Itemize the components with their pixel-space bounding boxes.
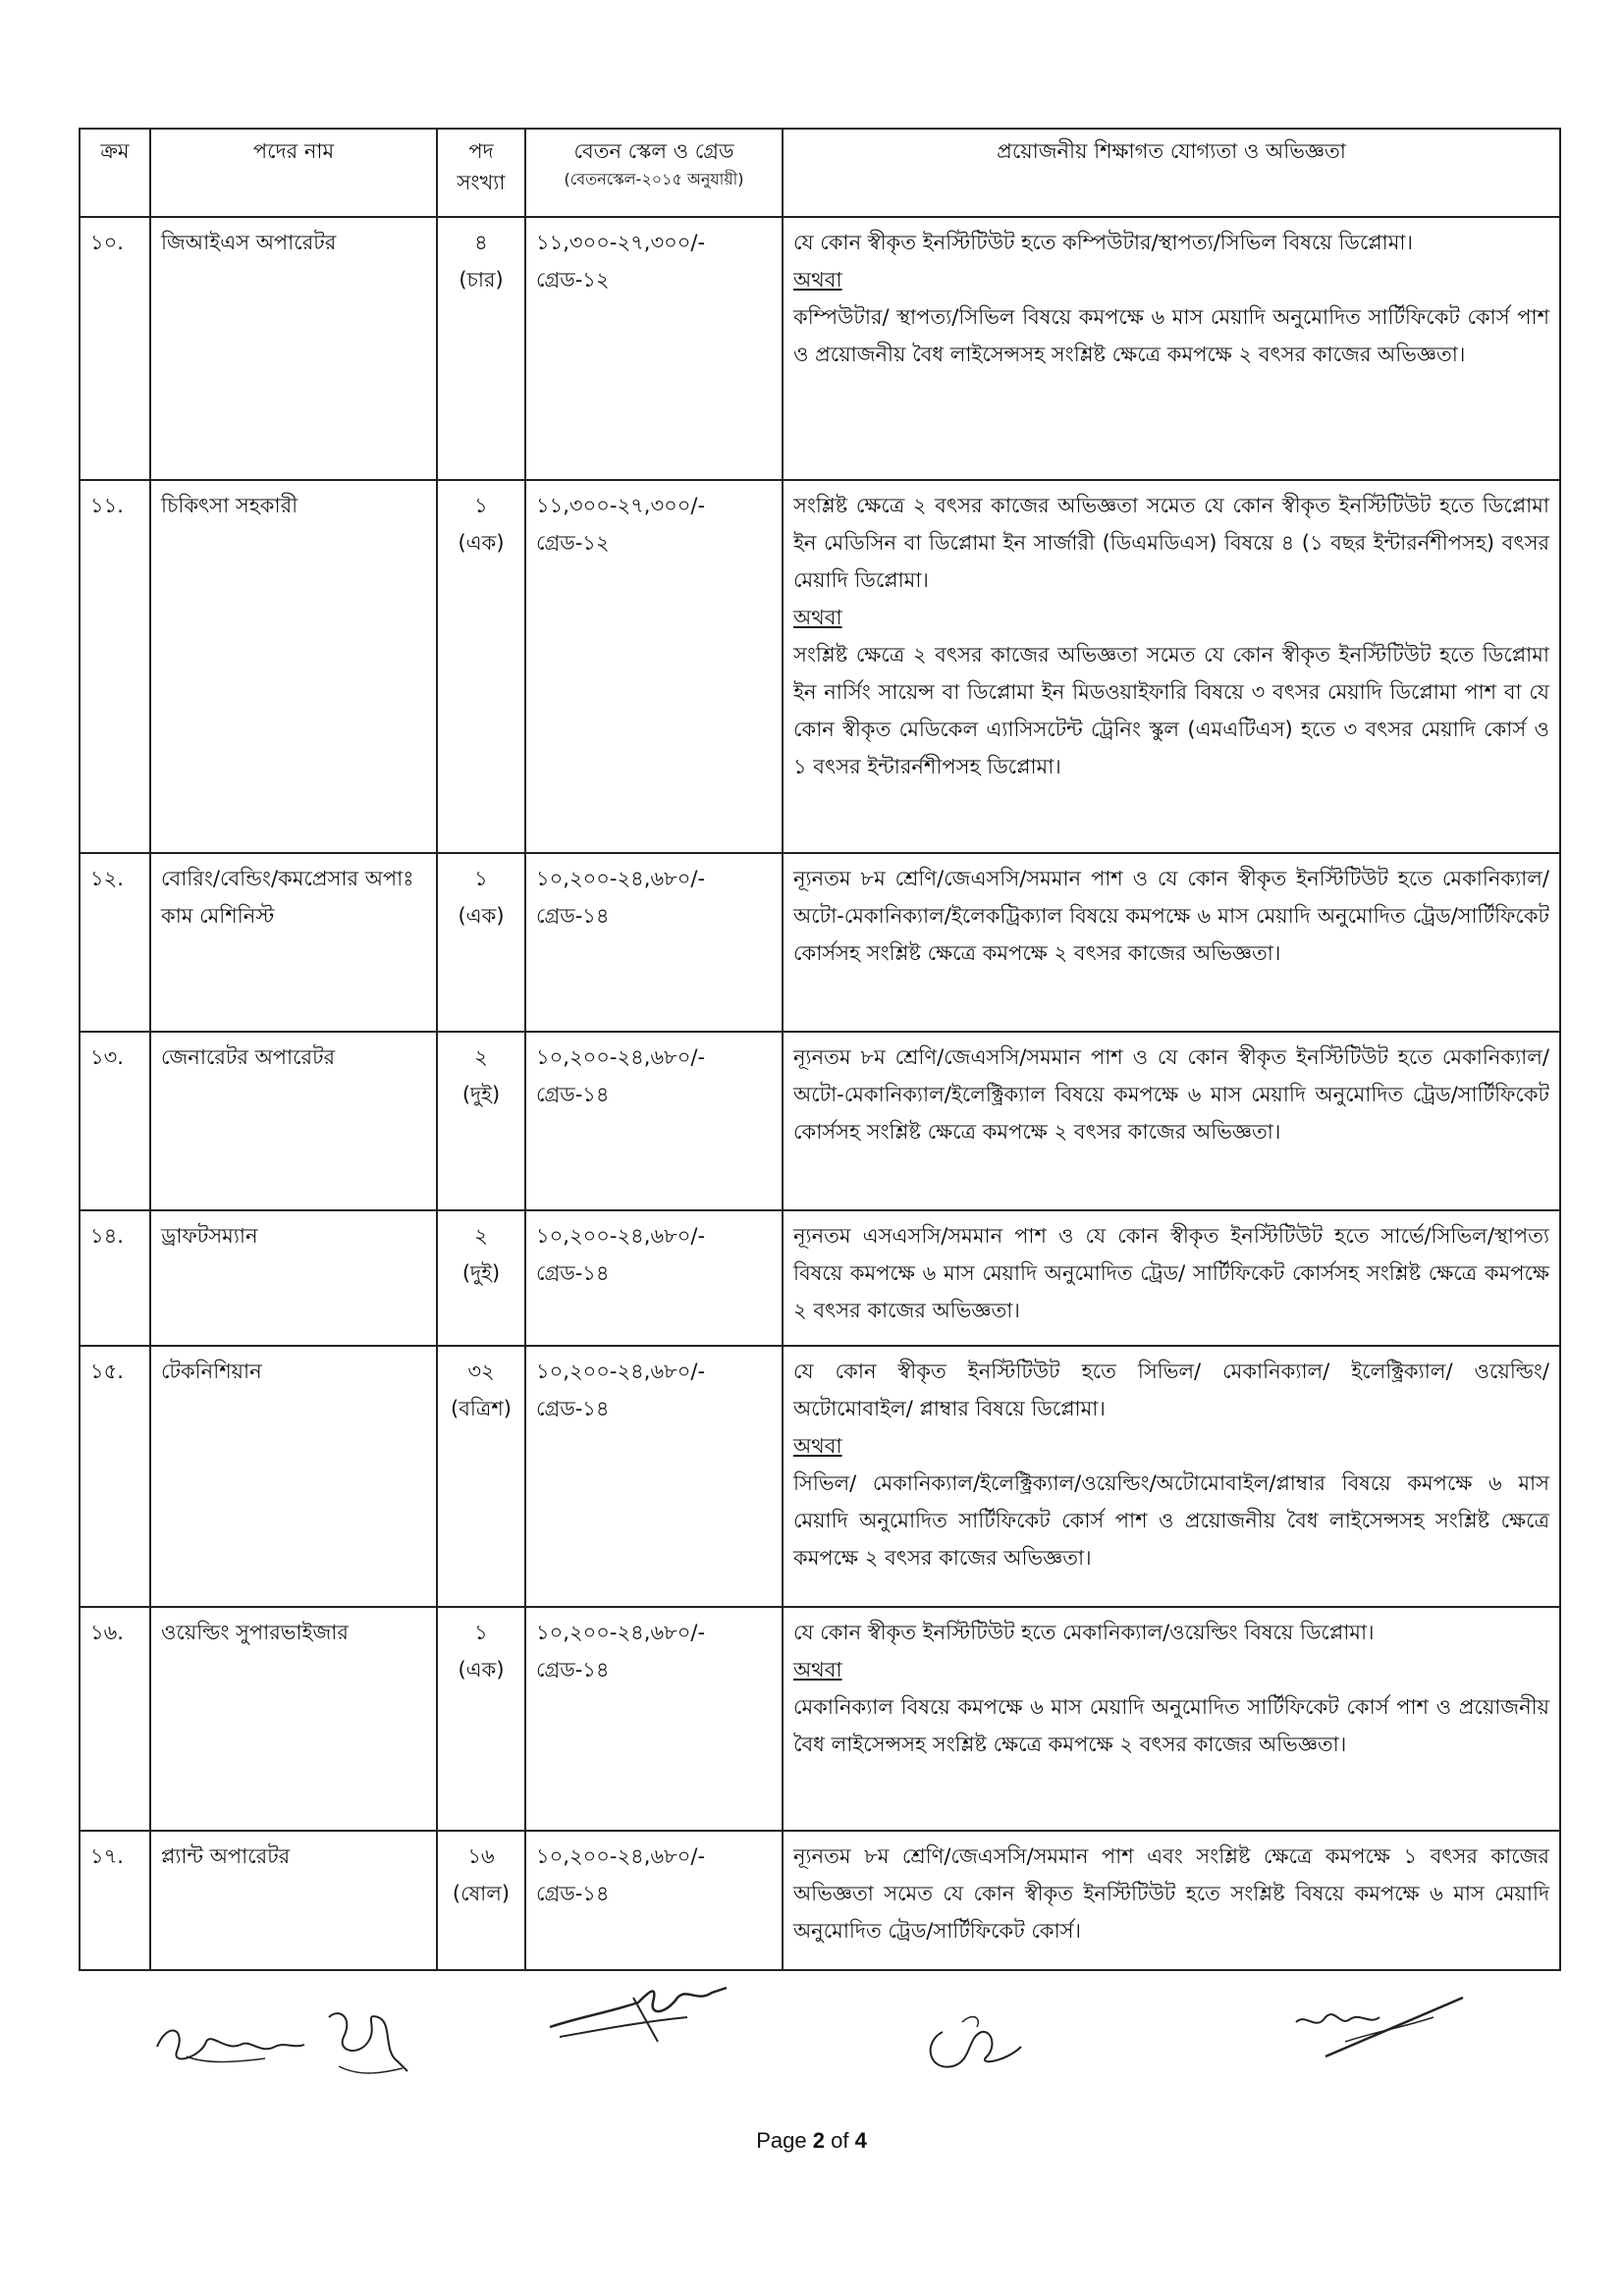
row-serial: ১৪.: [80, 1210, 150, 1346]
qualification-text: ন্যূনতম ৮ম শ্রেণি/জেএসসি/সমমান পাশ এবং সংশ্লিষ্ট ক্ষেত্রে কমপক্ষে ১ বৎসর কাজের অভিজ্ঞতা সমেত যে কোন স্বীকৃত ইনস্টিটিউট হতে সংশ্লিষ্ট বিষয়ে কমপক্ষে ৬ মাস মেয়াদি অনুমোদিত ট্রেড/সার্টিফিকেট কোর্স।: [793, 1844, 1549, 1943]
header-count: [437, 129, 525, 217]
row-grade: গ্রেড-১২: [536, 268, 610, 292]
table-row: [80, 1210, 1560, 1346]
or-label: অথবা: [793, 1658, 842, 1682]
row-scale: ১০,২০০-২৪,৬৮০/-: [536, 1360, 706, 1383]
row-grade: গ্রেড-১৪: [536, 1261, 610, 1285]
table-row: [80, 480, 1560, 853]
row-qualification: [783, 1210, 1560, 1346]
table-row: [80, 1831, 1560, 1970]
row-pay-scale: [525, 1210, 783, 1346]
table-row: [80, 1607, 1560, 1831]
row-post-name: জেনারেটর অপারেটর: [150, 1032, 437, 1210]
qualification-text-alt: সংশ্লিষ্ট ক্ষেত্রে ২ বৎসর কাজের অভিজ্ঞতা সমেত যে কোন স্বীকৃত ইনস্টিটিউট হতে ডিপ্লোমা ইন নার্সিং সায়েন্স বা ডিপ্লোমা ইন মিডওয়াইফারি বিষয়ে ৩ বৎসর মেয়াদি ডিপ্লোমা পাশ বা যে কোন স্বীকৃত মেডিকেল এ্যাসিসটেন্ট ট্রেনিং স্কুল (এমএটিএস) হতে ৩ বৎসর মেয়াদি কোর্স ও ১ বৎসর ইন্টারর্নশীপসহ ডিপ্লোমা।: [793, 643, 1549, 778]
page-number: [0, 2128, 1623, 2154]
row-pay-scale: [525, 853, 783, 1032]
row-count-words: (দুই): [461, 1261, 501, 1285]
row-scale: ১১,৩০০-২৭,৩০০/-: [536, 231, 706, 254]
or-label: অথবা: [793, 268, 842, 292]
row-count-words: (চার): [459, 268, 504, 292]
header-pay-scale: [525, 129, 783, 217]
row-grade: গ্রেড-১৪: [536, 1397, 610, 1420]
row-scale: ১০,২০০-২৪,৬৮০/-: [536, 1621, 706, 1644]
row-count: [437, 1607, 525, 1831]
row-count: [437, 1210, 525, 1346]
row-count: [437, 853, 525, 1032]
row-serial: ১৭.: [80, 1831, 150, 1970]
row-scale: ১০,২০০-২৪,৬৮০/-: [536, 1045, 706, 1069]
row-count: [437, 217, 525, 480]
row-post-name: ওয়েল্ডিং সুপারভাইজার: [150, 1607, 437, 1831]
row-serial: ১১.: [80, 480, 150, 853]
qualification-text: ন্যূনতম এসএসসি/সমমান পাশ ও যে কোন স্বীকৃত ইনস্টিটিউট হতে সার্ভে/সিভিল/স্থাপত্য বিষয়ে কমপক্ষে ৬ মাস মেয়াদি অনুমোদিত ট্রেড/ সার্টিফিকেট কোর্সসহ সংশ্লিষ্ট ক্ষেত্রে কমপক্ষে ২ বৎসর কাজের অভিজ্ঞতা।: [793, 1224, 1549, 1322]
row-qualification: [783, 1831, 1560, 1970]
row-count-number: ২: [474, 1224, 488, 1248]
row-grade: গ্রেড-১৪: [536, 1083, 610, 1106]
row-grade: গ্রেড-১২: [536, 531, 610, 555]
row-count-words: (এক): [458, 904, 505, 928]
header-count-line2: সংখ্যা: [457, 171, 506, 194]
row-scale: ১১,৩০০-২৭,৩০০/-: [536, 494, 706, 517]
row-grade: গ্রেড-১৪: [536, 1658, 610, 1682]
signature-3: [540, 1973, 736, 2052]
row-post-name: বোরিং/বেন্ডিং/কমপ্রেসার অপাঃ কাম মেশিনিস্ট: [150, 853, 437, 1032]
row-post-name: ড্রাফটসম্যান: [150, 1210, 437, 1346]
row-pay-scale: [525, 1831, 783, 1970]
row-grade: গ্রেড-১৪: [536, 1882, 610, 1905]
header-serial: ক্রম: [80, 129, 150, 217]
qualification-text-alt: কম্পিউটার/ স্থাপত্য/সিভিল বিষয়ে কমপক্ষে ৬ মাস মেয়াদি অনুমোদিত সার্টিফিকেট কোর্স পাশ ও প্রয়োজনীয় বৈধ লাইসেন্সসহ সংশ্লিষ্ট ক্ষেত্রে কমপক্ষে ২ বৎসর কাজের অভিজ্ঞতা।: [793, 305, 1549, 366]
table-header-row: [80, 129, 1560, 217]
table-row: [80, 1032, 1560, 1210]
qualification-text: ন্যূনতম ৮ম শ্রেণি/জেএসসি/সমমান পাশ ও যে কোন স্বীকৃত ইনস্টিটিউট হতে মেকানিক্যাল/অটো-মেকানিক্যাল/ইলেকট্রিক্যাল বিষয়ে কমপক্ষে ৬ মাস মেয়াদি অনুমোদিত ট্রেড/সার্টিফিকেট কোর্সসহ সংশ্লিষ্ট ক্ষেত্রে কমপক্ষে ২ বৎসর কাজের অভিজ্ঞতা।: [793, 867, 1549, 965]
row-count: [437, 480, 525, 853]
row-count-words: (ষোল): [452, 1882, 511, 1905]
row-count-number: ১: [474, 1621, 488, 1644]
row-serial: ১৬.: [80, 1607, 150, 1831]
row-qualification: [783, 217, 1560, 480]
signature-2: [309, 1998, 417, 2086]
page-total: 4: [854, 2128, 867, 2153]
row-scale: ১০,২০০-২৪,৬৮০/-: [536, 1844, 706, 1868]
row-count-words: (দুই): [461, 1083, 501, 1106]
page-word: Page: [756, 2128, 807, 2153]
recruitment-table: [79, 128, 1561, 1971]
row-count-words: (বত্রিশ): [451, 1397, 512, 1420]
row-serial: ১৫.: [80, 1346, 150, 1607]
row-scale: ১০,২০০-২৪,৬৮০/-: [536, 1224, 706, 1248]
row-count-number: ১৬: [467, 1844, 495, 1868]
row-pay-scale: [525, 217, 783, 480]
row-qualification: [783, 853, 1560, 1032]
row-serial: ১০.: [80, 217, 150, 480]
header-pay-subtitle: (বেতনস্কেল-২০১৫ অনুযায়ী): [564, 170, 744, 188]
qualification-text-alt: সিভিল/ মেকানিক্যাল/ইলেক্ট্রিক্যাল/ওয়েল্ডিং/অটোমোবাইল/প্লাম্বার বিষয়ে কমপক্ষে ৬ মাস মেয়াদি অনুমোদিত সার্টিফিকেট কোর্স পাশ ও প্রয়োজনীয় বৈধ লাইসেন্সসহ সংশ্লিষ্ট ক্ষেত্রে কমপক্ষে ২ বৎসর কাজের অভিজ্ঞতা।: [793, 1471, 1549, 1570]
row-pay-scale: [525, 1032, 783, 1210]
row-post-name: প্ল্যান্ট অপারেটর: [150, 1831, 437, 1970]
row-serial: ১৩.: [80, 1032, 150, 1210]
qualification-text: যে কোন স্বীকৃত ইনস্টিটিউট হতে কম্পিউটার/স্থাপত্য/সিভিল বিষয়ে ডিপ্লোমা।: [793, 231, 1413, 254]
row-count-number: ১: [474, 867, 488, 890]
row-post-name: চিকিৎসা সহকারী: [150, 480, 437, 853]
row-count-number: ২: [474, 1045, 488, 1069]
table-row: [80, 853, 1560, 1032]
page-current: 2: [812, 2128, 825, 2153]
signature-1: [147, 2007, 314, 2076]
header-count-line1: পদ: [468, 139, 494, 163]
qualification-text: ন্যূনতম ৮ম শ্রেণি/জেএসসি/সমমান পাশ ও যে কোন স্বীকৃত ইনস্টিটিউট হতে মেকানিক্যাল/অটো-মেকানিক্যাল/ইলেক্ট্রিক্যাল বিষয়ে কমপক্ষে ৬ মাস মেয়াদি অনুমোদিত ট্রেড/সার্টিফিকেট কোর্সসহ সংশ্লিষ্ট ক্ষেত্রে কমপক্ষে ২ বৎসর কাজের অভিজ্ঞতা।: [793, 1045, 1549, 1144]
row-post-name: জিআইএস অপারেটর: [150, 217, 437, 480]
qualification-text: যে কোন স্বীকৃত ইনস্টিটিউট হতে মেকানিক্যাল/ওয়েল্ডিং বিষয়ে ডিপ্লোমা।: [793, 1621, 1375, 1644]
row-grade: গ্রেড-১৪: [536, 904, 610, 928]
row-serial: ১২.: [80, 853, 150, 1032]
table-row: [80, 217, 1560, 480]
header-pay-title: বেতন স্কেল ও গ্রেড: [573, 139, 734, 163]
row-post-name: টেকনিশিয়ান: [150, 1346, 437, 1607]
header-post-name: পদের নাম: [150, 129, 437, 217]
qualification-text-alt: মেকানিক্যাল বিষয়ে কমপক্ষে ৬ মাস মেয়াদি অনুমোদিত সার্টিফিকেট কোর্স পাশ ও প্রয়োজনীয় বৈধ লাইসেন্সসহ সংশ্লিষ্ট ক্ষেত্রে কমপক্ষে ২ বৎসর কাজের অভিজ্ঞতা।: [793, 1695, 1549, 1756]
row-count-number: ৩২: [467, 1360, 495, 1383]
row-qualification: [783, 1607, 1560, 1831]
row-count-words: (এক): [458, 1658, 505, 1682]
table-row: [80, 1346, 1560, 1607]
qualification-text: সংশ্লিষ্ট ক্ষেত্রে ২ বৎসর কাজের অভিজ্ঞতা সমেত যে কোন স্বীকৃত ইনস্টিটিউট হতে ডিপ্লোমা ইন মেডিসিন বা ডিপ্লোমা ইন সার্জারী (ডিএমডিএস) বিষয়ে ৪ (১ বছর ইন্টারর্নশীপসহ) বৎসর মেয়াদি ডিপ্লোমা।: [793, 494, 1549, 592]
or-label: অথবা: [793, 606, 842, 629]
signature-5: [1286, 1988, 1473, 2076]
row-count: [437, 1032, 525, 1210]
row-count: [437, 1346, 525, 1607]
row-count: [437, 1831, 525, 1970]
row-scale: ১০,২০০-২৪,৬৮০/-: [536, 867, 706, 890]
or-label: অথবা: [793, 1434, 842, 1458]
row-count-words: (এক): [458, 531, 505, 555]
row-qualification: [783, 480, 1560, 853]
row-pay-scale: [525, 480, 783, 853]
row-qualification: [783, 1346, 1560, 1607]
header-qualification: প্রয়োজনীয় শিক্ষাগত যোগ্যতা ও অভিজ্ঞতা: [783, 129, 1560, 217]
page-of: of: [831, 2128, 849, 2153]
signature-4: [913, 2002, 1031, 2081]
row-count-number: ১: [474, 494, 488, 517]
row-count-number: ৪: [474, 231, 488, 254]
row-pay-scale: [525, 1346, 783, 1607]
row-qualification: [783, 1032, 1560, 1210]
row-pay-scale: [525, 1607, 783, 1831]
qualification-text: যে কোন স্বীকৃত ইনস্টিটিউট হতে সিভিল/ মেকানিক্যাল/ ইলেক্ট্রিক্যাল/ ওয়েল্ডিং/ অটোমোবাইল/ প্লাম্বার বিষয়ে ডিপ্লোমা।: [793, 1360, 1549, 1420]
